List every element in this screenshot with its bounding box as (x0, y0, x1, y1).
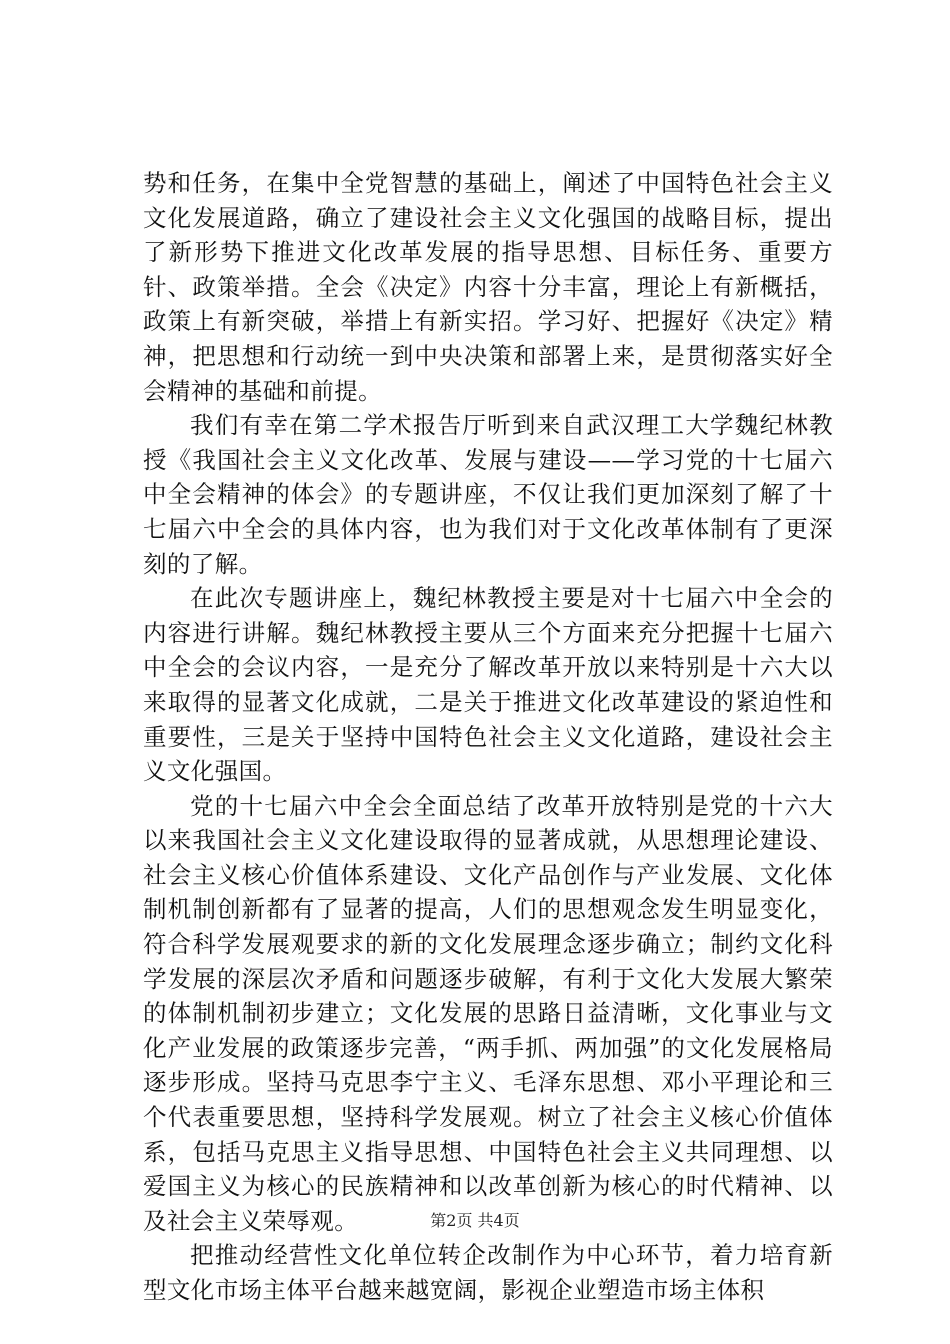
paragraph-lecture-content: 在此次专题讲座上，魏纪林教授主要是对十七届六中全会的内容进行讲解。魏纪林教授主要从三个方面来充分把握十七届六中全会的会议内容，一是充分了解改革开放以来特别是十六大以来取得的显著文化成就，二是关于推进文化改革建设的紧迫性和重要性，三是关于坚持中国特色社会主义文化道路，建设社会主义文化强国。 (143, 584, 833, 786)
page-number: 第2页 共4页 (430, 1211, 520, 1230)
paragraph-achievements: 党的十七届六中全会全面总结了改革开放特别是党的十六大以来我国社会主义文化建设取得的显著成就，从思想理论建设、社会主义核心价值体系建设、文化产品创作与产业发展、文化体制机制创新都有了显著的提高，人们的思想观念发生明显变化，符合科学发展观要求的新的文化发展理念逐步确立；制约文化科学发展的深层次矛盾和问题逐步破解，有利于文化大发展大繁荣的体制机制初步建立；文化发展的思路日益清晰，文化事业与文化产业发展的政策逐步完善，“两手抓、两加强”的文化发展格局逐步形成。坚持马克思李宁主义、毛泽东思想、邓小平理论和三个代表重要思想，坚持科学发展观。树立了社会主义核心价值体系，包括马克思主义指导思想、中国特色社会主义共同理想、以爱国主义为核心的民族精神和以改革创新为核心的时代精神、以及社会主义荣辱观。 (143, 791, 833, 1235)
paragraph-reform: 把推动经营性文化单位转企改制作为中心环节，着力培育新型文化市场主体平台越来越宽阔，影视企业塑造市场主体积 (143, 1241, 833, 1304)
paragraph-lecture-intro: 我们有幸在第二学术报告厅听到来自武汉理工大学魏纪林教授《我国社会主义文化改革、发展与建设——学习党的十七届六中全会精神的体会》的专题讲座，不仅让我们更加深刻了解了十七届六中全会的具体内容，也为我们对于文化改革体制有了更深刻的了解。 (143, 411, 833, 578)
body-text (143, 166, 833, 1308)
paragraph-continued: 势和任务，在集中全党智慧的基础上，阐述了中国特色社会主义文化发展道路，确立了建设社会主义文化强国的战略目标，提出了新形势下推进文化改革发展的指导思想、目标任务、重要方针、政策举措。全会《决定》内容十分丰富，理论上有新概括，政策上有新突破，举措上有新实招。学习好、把握好《决定》精神，把思想和行动统一到中央决策和部署上来，是贯彻落实好全会精神的基础和前提。 (143, 169, 833, 405)
page-footer (0, 1211, 950, 1231)
